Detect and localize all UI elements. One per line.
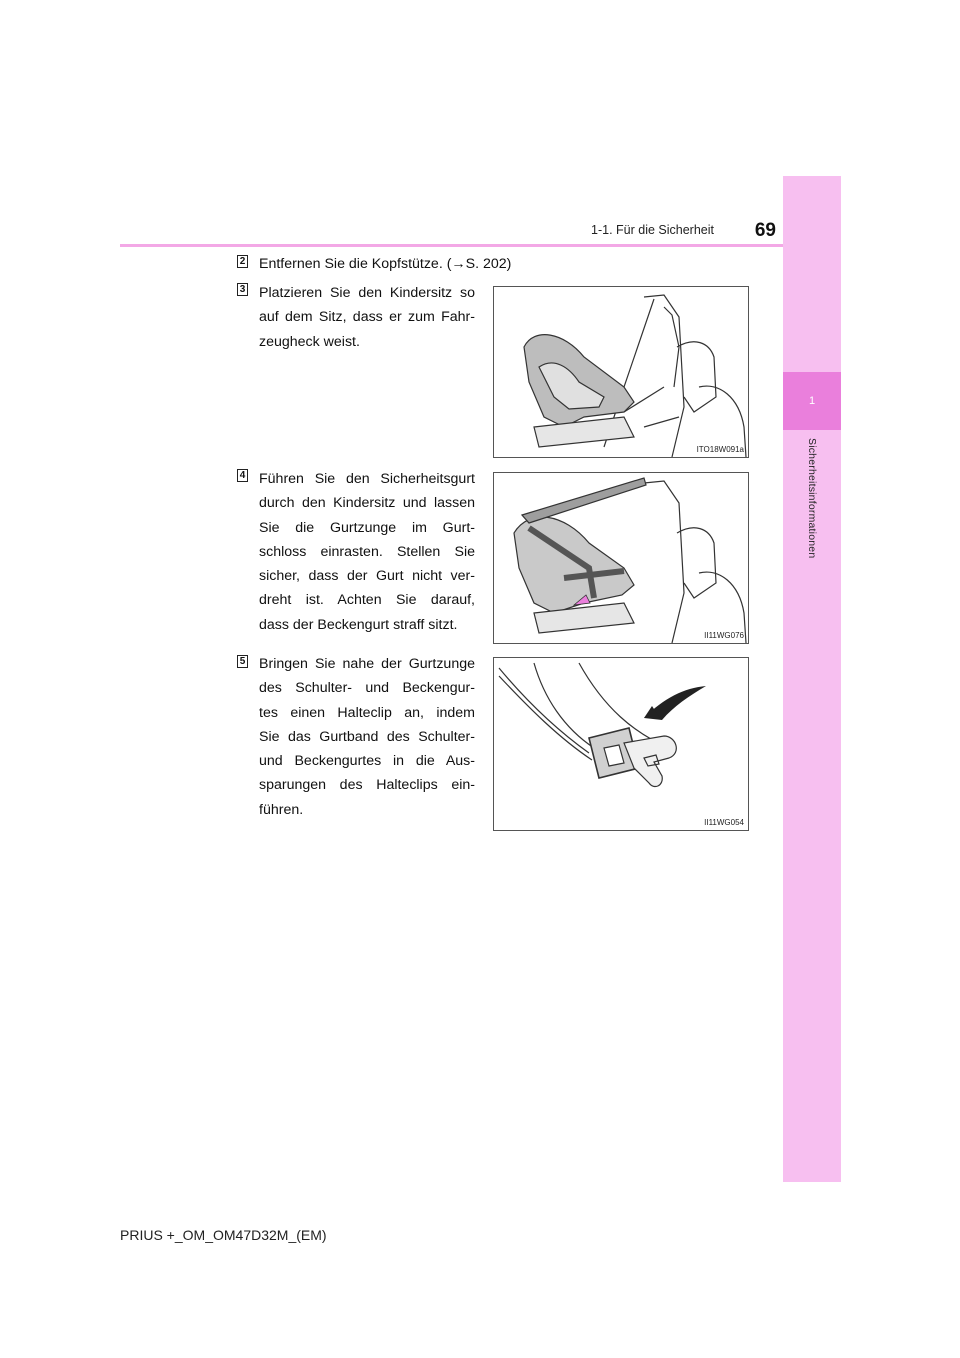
- chapter-number: 1: [808, 395, 816, 407]
- step-text-line: und Beckengurtes in die Aus-: [259, 753, 475, 770]
- chapter-label: Sicherheitsinformationen: [806, 438, 818, 559]
- step-text-line: tes einen Halteclip an, indem: [259, 704, 475, 721]
- figure-code: II11WG054: [704, 818, 744, 827]
- step-text-line: durch den Kindersitz und lassen: [259, 495, 475, 512]
- header-rule: [120, 244, 783, 247]
- step-text-line: Führen Sie den Sicherheitsgurt: [259, 471, 475, 487]
- seatbelt-routing-drawing: [494, 473, 748, 643]
- step-text-line: Platzieren Sie den Kindersitz so: [259, 285, 475, 301]
- step-text-line: führen.: [259, 801, 304, 818]
- step-number-badge: 3: [237, 283, 248, 296]
- document-id-footer: PRIUS +_OM_OM47D32M_(EM): [120, 1227, 327, 1243]
- seatbelt-routing-illustration: [493, 472, 749, 644]
- step-number-badge: 2: [237, 255, 248, 268]
- step-text-line: Entfernen Sie die Kopfstütze. (→S. 202): [259, 256, 512, 272]
- child-seat-drawing: [494, 287, 748, 457]
- step-text-line: dass der Beckengurt straff sitzt.: [259, 616, 458, 633]
- step-text-line: schloss einrasten. Stellen Sie: [259, 543, 475, 560]
- step-text: [259, 467, 475, 637]
- step-text-line: Sie das Gurtband des Schulter-: [259, 728, 475, 745]
- holding-clip-illustration: [493, 657, 749, 831]
- section-title: 1-1. Für die Sicherheit: [591, 223, 714, 237]
- chapter-side-tab: [783, 176, 841, 1182]
- step-text-line: dreht ist. Achten Sie darauf,: [259, 592, 475, 609]
- figure-code: ITO18W091a: [696, 445, 744, 454]
- step-text-line: Sie die Gurtzunge im Gurt-: [259, 519, 475, 536]
- child-seat-placement-illustration: [493, 286, 749, 458]
- step-text: [259, 252, 559, 276]
- step-text-line: zeugheck weist.: [259, 333, 360, 350]
- holding-clip-drawing: [494, 658, 748, 830]
- step-number-badge: 5: [237, 655, 248, 668]
- figure-code: II11WG076: [704, 631, 744, 640]
- step-text-line: sicher, dass der Gurt nicht ver-: [259, 568, 475, 585]
- page-number: 69: [754, 220, 776, 241]
- step-text-line: des Schulter- und Beckengur-: [259, 680, 475, 697]
- step-text: [259, 281, 475, 354]
- step-text-line: Bringen Sie nahe der Gurtzunge: [259, 656, 475, 672]
- step-number-badge: 4: [237, 469, 248, 482]
- chapter-number-tab[interactable]: [783, 372, 841, 430]
- step-text-line: auf dem Sitz, dass er zum Fahr-: [259, 309, 475, 326]
- step-text: [259, 652, 475, 822]
- step-text-line: sparungen des Halteclips ein-: [259, 777, 475, 794]
